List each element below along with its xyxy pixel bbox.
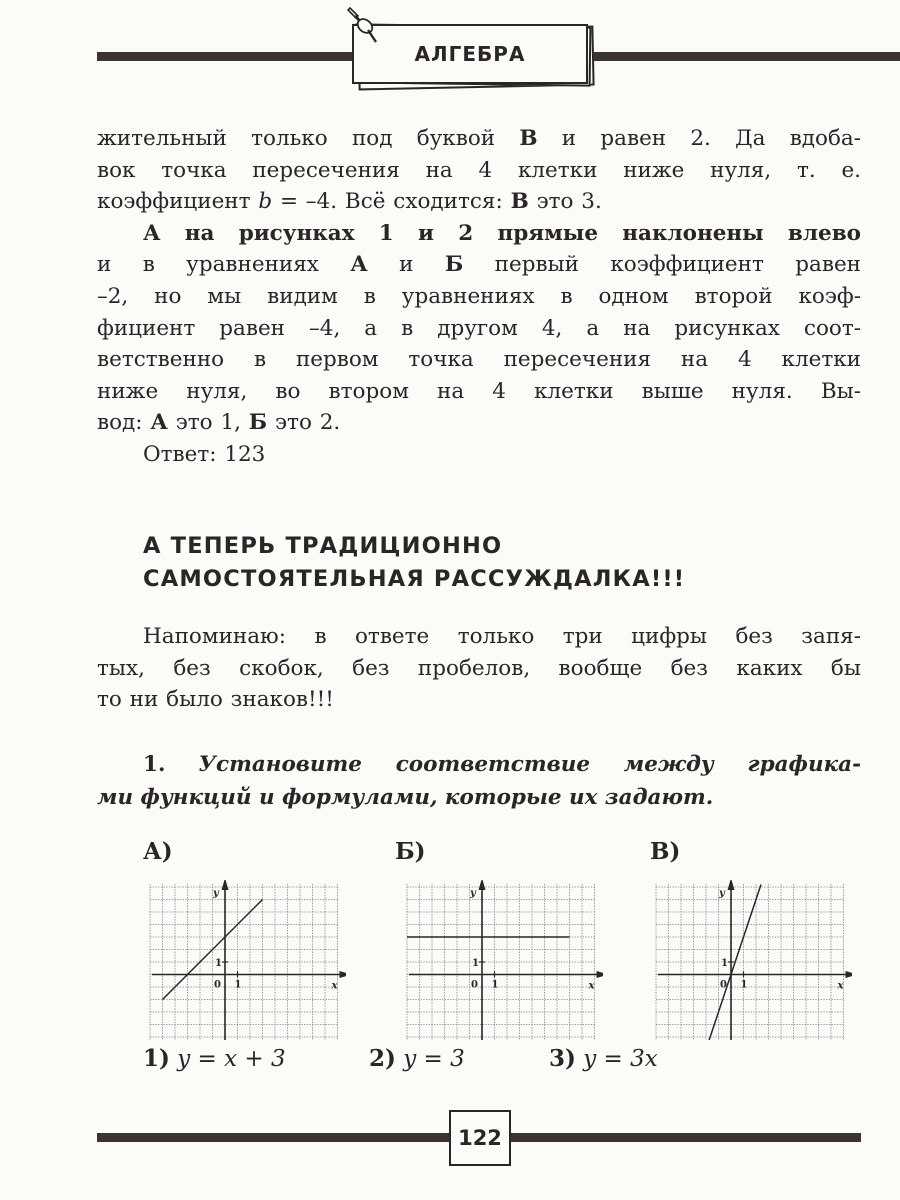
graph-label-a: А)	[143, 838, 173, 865]
text-line: тых, без скобок, без пробелов, вообще без каких бы	[97, 655, 861, 681]
section-tag	[352, 22, 597, 90]
section-title	[143, 530, 685, 596]
svg-text:1: 1	[472, 958, 479, 969]
formula-option-2: 2) y = 3	[369, 1045, 465, 1072]
svg-text:1: 1	[215, 958, 222, 969]
svg-text:1: 1	[721, 958, 728, 969]
svg-text:y: y	[719, 888, 725, 899]
x-axis-arrow-icon	[597, 971, 604, 978]
y-axis-arrow-icon	[479, 880, 486, 890]
svg-text:0: 0	[720, 979, 727, 991]
text-line: коэффициент b = –4. Всё сходится: В это 3.	[97, 189, 602, 215]
text-line: Напоминаю: в ответе только три цифры без запя-	[143, 624, 861, 649]
y-axis-arrow-icon	[222, 880, 229, 890]
solution-text	[97, 123, 861, 471]
svg-text:y: y	[470, 888, 476, 899]
text-line: вод: А это 1, Б это 2.	[97, 410, 341, 436]
text-line: вок точка пересечения на 4 клетки ниже нуля, т. е.	[97, 157, 861, 183]
text-line: жительный только под буквой В и равен 2. Да вдоба-	[97, 126, 862, 151]
task-statement	[97, 748, 861, 814]
text-line: ветственно в первом точка пересечения на 4 клетки	[97, 347, 861, 373]
reminder-text	[97, 621, 861, 716]
formula-option-1: 1) y = x + 3	[143, 1045, 286, 1072]
svg-text:x: x	[837, 980, 844, 992]
text-line: то ни было знаков!!!	[97, 687, 334, 713]
section-title-line-2: САМОСТОЯТЕЛЬНАЯ РАССУЖДАЛКА!!!	[143, 566, 686, 592]
page-number: 122	[449, 1110, 511, 1166]
pushpin-icon	[346, 6, 380, 46]
x-axis-arrow-icon	[340, 971, 347, 978]
header-rule-right	[594, 52, 900, 61]
graph-b	[403, 880, 603, 1040]
svg-text:0: 0	[471, 979, 478, 991]
graph-label-v: В)	[650, 838, 681, 865]
task-number: 1.	[143, 752, 166, 777]
section-tag-label: АЛГЕБРА	[414, 42, 526, 66]
header-rule-left	[97, 52, 355, 61]
svg-text:y: y	[213, 888, 219, 899]
footer-rule-left	[97, 1133, 449, 1142]
svg-text:x: x	[588, 980, 595, 992]
svg-text:1: 1	[234, 979, 242, 991]
svg-text:1: 1	[740, 979, 748, 991]
task-line-2: ми функций и формулами, которые их задают.	[97, 785, 714, 810]
graph-label-b: Б)	[395, 838, 426, 865]
text-line: А на рисунках 1 и 2 прямые наклонены влево	[143, 220, 861, 246]
formula-option-3: 3) y = 3x	[549, 1045, 658, 1072]
x-axis-arrow-icon	[846, 971, 853, 978]
y-axis-arrow-icon	[728, 880, 735, 890]
svg-text:1: 1	[491, 979, 499, 991]
graph-a	[146, 880, 346, 1040]
text-line: фициент равен –4, а в другом 4, а на рисунках соот-	[97, 315, 861, 341]
graph-v	[652, 880, 852, 1040]
svg-text:x: x	[331, 980, 338, 992]
task-line-1: 1. Установите соответствие между графика-	[143, 752, 861, 777]
svg-text:0: 0	[214, 979, 221, 991]
answer-line: Ответ: 123	[143, 441, 266, 467]
footer-rule-right	[509, 1133, 861, 1142]
text-line: ниже нуля, во втором на 4 клетки выше нуля. Вы-	[97, 378, 861, 404]
section-title-line-1: А ТЕПЕРЬ ТРАДИЦИОННО	[143, 533, 503, 559]
tag-card-front	[352, 24, 588, 84]
text-line: и в уравнениях А и Б первый коэффициент равен	[97, 252, 861, 278]
text-line: –2, но мы видим в уравнениях в одном второй коэф-	[97, 283, 861, 309]
